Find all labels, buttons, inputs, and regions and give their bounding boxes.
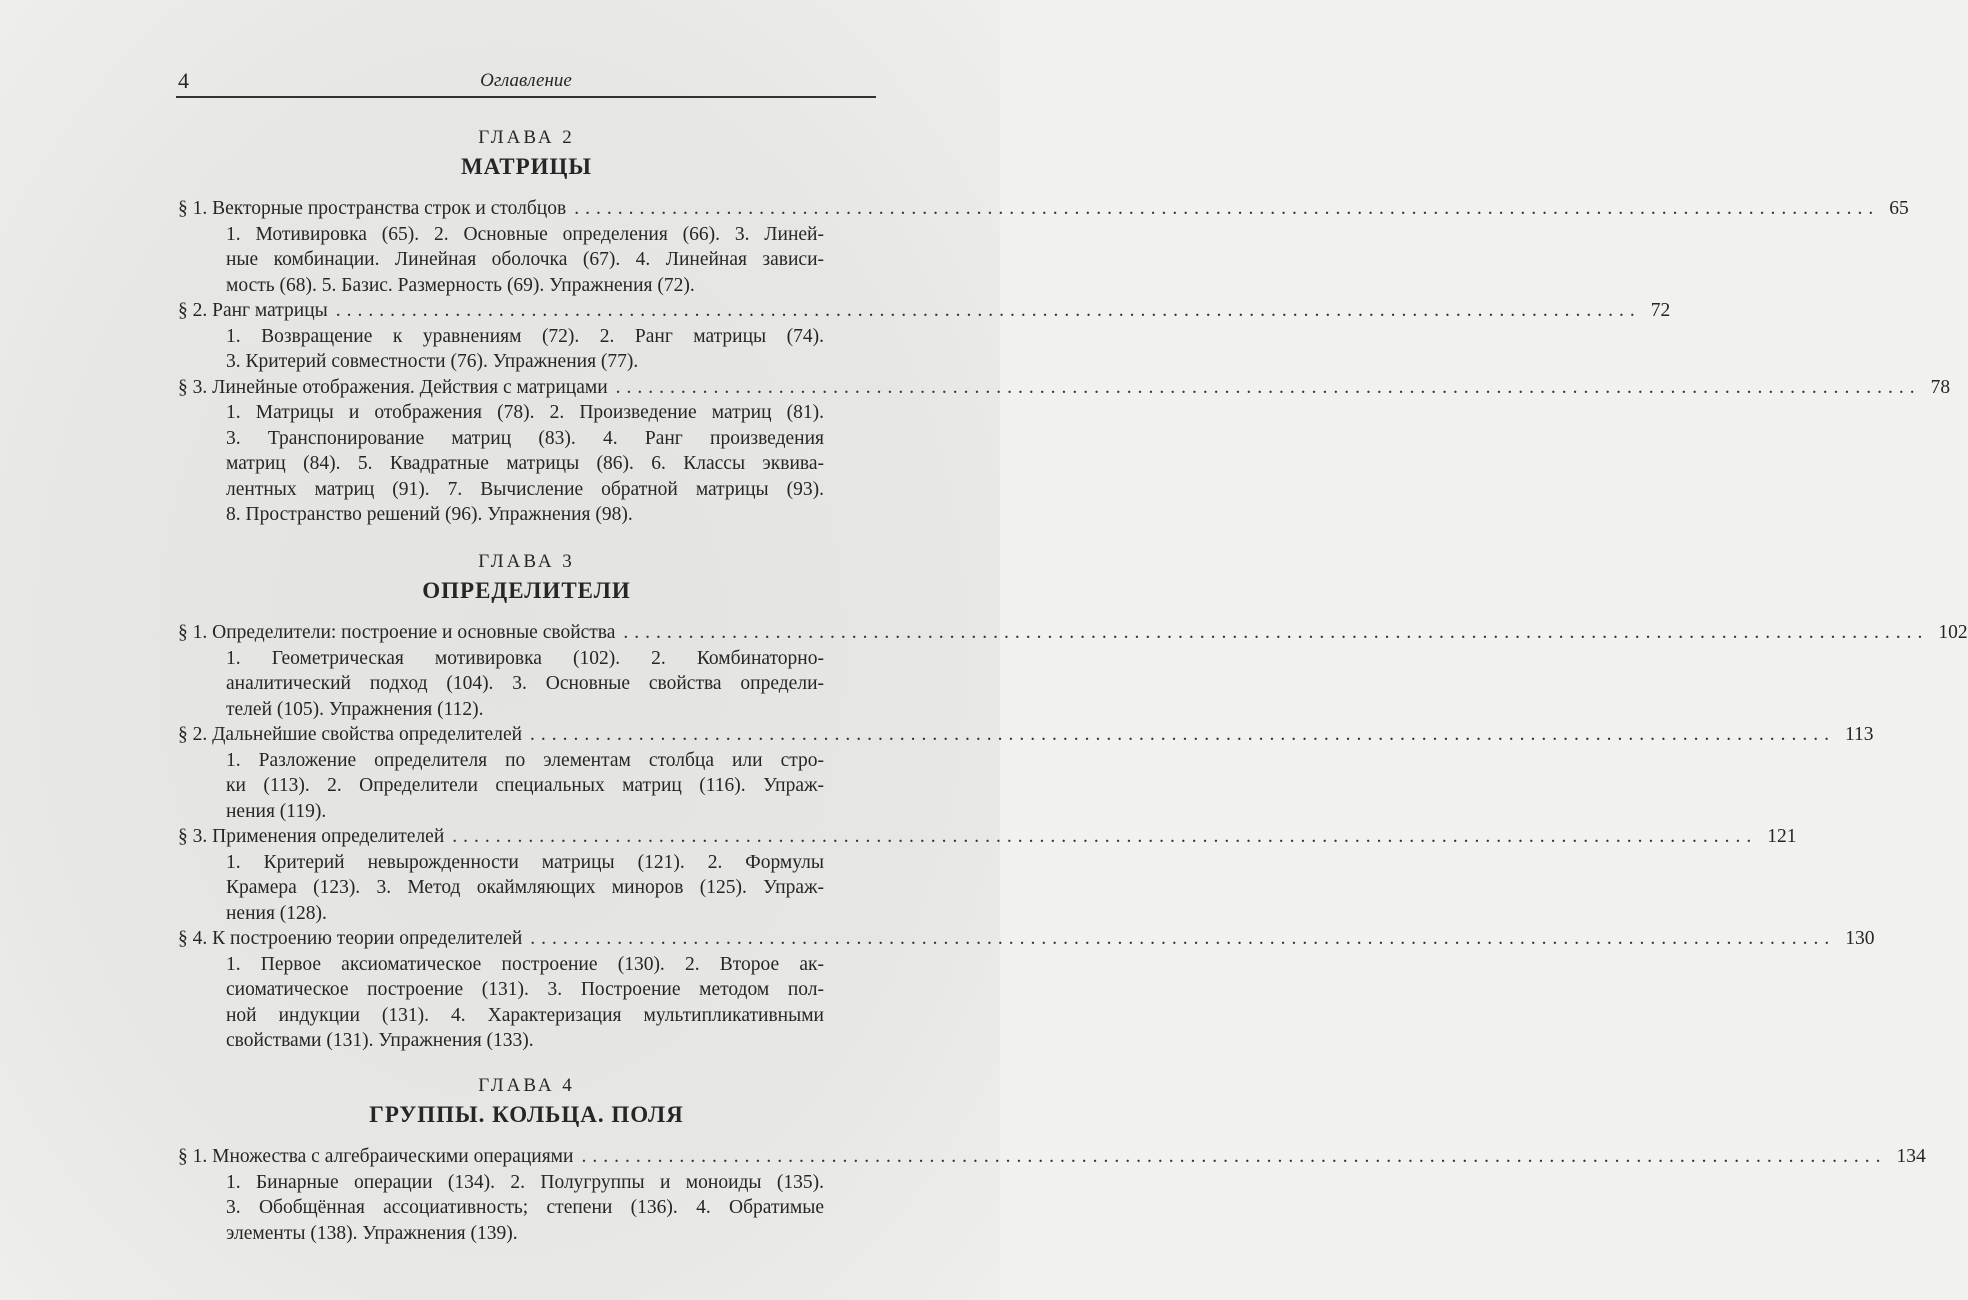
subsection-list — [226, 748, 824, 825]
subsection-text-line: 1. Критерий невырожденности матрицы (121). 2. Формулы — [226, 851, 824, 873]
subsection-text-line: матриц (84). 5. Квадратные матрицы (86). 6. Классы эквива- — [226, 453, 824, 474]
subsection-text-line: элементы (138). Упражнения (139). — [226, 1222, 518, 1244]
subsection-text-line: Крамера (123). 3. Метод окаймляющих миноров (125). Упраж- — [226, 877, 824, 898]
subsection-text-line: ки (113). 2. Определители специальных матриц (116). Упраж- — [226, 775, 824, 796]
toc-section-entry[interactable] — [178, 375, 1951, 401]
subsection-list — [226, 952, 824, 1054]
subsection-text-line: нения (128). — [226, 902, 327, 924]
section-page-number: 130 — [1845, 928, 1875, 949]
section-page-number: 78 — [1930, 376, 1951, 398]
subsection-list — [226, 1170, 824, 1247]
toc-section-entry[interactable] — [178, 196, 1909, 222]
subsection-list — [226, 850, 824, 927]
section-page-number: 65 — [1889, 198, 1909, 219]
subsection-text-line: ные комбинации. Линейная оболочка (67). 4. Линейная зависи- — [226, 249, 824, 270]
dot-leader: ........................................................................................................................ — [615, 376, 1921, 398]
section-title: § 3. Применения определителей — [178, 826, 445, 847]
subsection-text-line: 1. Мотивировка (65). 2. Основные определения (66). 3. Линей- — [226, 223, 824, 245]
section-title: § 2. Дальнейшие свойства определителей — [178, 724, 523, 745]
chapter-label: ГЛАВА 3 — [478, 551, 575, 572]
chapter-3 — [178, 548, 1968, 1054]
subsection-list — [226, 324, 824, 375]
section-page-number: 102 — [1938, 622, 1968, 643]
section-title: § 4. К построению теории определителей — [178, 928, 523, 949]
subsection-text-line: свойствами (131). Упражнения (133). — [226, 1030, 534, 1051]
subsection-text-line: 1. Матрицы и отображения (78). 2. Произведение матриц (81). — [226, 402, 824, 423]
toc-section-entry[interactable] — [178, 824, 1797, 850]
chapter-title: ГРУППЫ. КОЛЬЦА. ПОЛЯ — [369, 1102, 684, 1127]
subsection-text-line: 3. Транспонирование матриц (83). 4. Ранг произведения — [226, 427, 824, 449]
subsection-text-line: аналитический подход (104). 3. Основные свойства определи- — [226, 673, 824, 694]
dot-leader: ........................................................................................................................ — [530, 724, 1836, 745]
section-title: § 1. Векторные пространства строк и столбцов — [178, 198, 567, 219]
dot-leader: ........................................................................................................................ — [574, 198, 1880, 219]
section-page-number: 134 — [1896, 1146, 1926, 1167]
section-title: § 1. Определители: построение и основные свойства — [178, 622, 616, 643]
subsection-list — [226, 222, 824, 299]
subsection-text-line: телей (105). Упражнения (112). — [226, 698, 484, 720]
chapter-4 — [178, 1072, 1926, 1246]
chapter-label: ГЛАВА 4 — [478, 1075, 575, 1096]
chapter-title: ОПРЕДЕЛИТЕЛИ — [422, 578, 631, 603]
subsection-text-line: ной индукции (131). 4. Характеризация мультипликативными — [226, 1004, 824, 1026]
section-page-number: 72 — [1650, 300, 1671, 321]
running-header — [176, 66, 876, 98]
dot-leader: ........................................................................................................................ — [530, 928, 1836, 949]
toc-section-entry[interactable] — [178, 1144, 1926, 1170]
section-page-number: 113 — [1845, 724, 1874, 745]
dot-leader: ........................................................................................................................ — [452, 826, 1758, 847]
subsection-text-line: 1. Разложение определителя по элементам столбца или стро- — [226, 749, 824, 771]
dot-leader: ........................................................................................................................ — [623, 622, 1929, 643]
section-page-number: 121 — [1767, 826, 1797, 847]
chapter-label: ГЛАВА 2 — [478, 127, 575, 148]
page-number: 4 — [178, 68, 189, 93]
subsection-text-line: 1. Первое аксиоматическое построение (130). 2. Второе ак- — [226, 953, 824, 975]
subsection-text-line: 1. Возвращение к уравнениям (72). 2. Ранг матрицы (74). — [226, 325, 824, 347]
toc-section-entry[interactable] — [178, 722, 1874, 748]
subsection-text-line: 1. Бинарные операции (134). 2. Полугруппы и моноиды (135). — [226, 1171, 824, 1193]
dot-leader: ........................................................................................................................ — [335, 300, 1641, 321]
toc-section-entry[interactable] — [178, 298, 1671, 324]
subsection-text-line: 8. Пространство решений (96). Упражнения (98). — [226, 504, 633, 525]
chapter-2 — [178, 124, 1951, 528]
subsection-text-line: нения (119). — [226, 800, 327, 822]
toc-section-entry[interactable] — [178, 620, 1968, 646]
subsection-list — [226, 646, 824, 723]
subsection-list — [226, 400, 824, 528]
subsection-text-line: сиоматическое построение (131). 3. Построение методом пол- — [226, 979, 824, 1000]
section-title: § 1. Множества с алгебраическими операциями — [178, 1146, 574, 1167]
subsection-text-line: 3. Обобщённая ассоциативность; степени (136). 4. Обратимые — [226, 1197, 824, 1218]
subsection-text-line: мость (68). 5. Базис. Размерность (69). Упражнения (72). — [226, 274, 695, 296]
subsection-text-line: 1. Геометрическая мотивировка (102). 2. Комбинаторно- — [226, 647, 824, 669]
subsection-text-line: лентных матриц (91). 7. Вычисление обратной матрицы (93). — [226, 478, 824, 500]
section-title: § 3. Линейные отображения. Действия с матрицами — [178, 376, 608, 398]
dot-leader: ........................................................................................................................ — [581, 1146, 1887, 1167]
section-title: § 2. Ранг матрицы — [178, 300, 328, 321]
toc-section-entry[interactable] — [178, 926, 1875, 952]
chapter-title: МАТРИЦЫ — [460, 154, 593, 179]
subsection-text-line: 3. Критерий совместности (76). Упражнения (77). — [226, 351, 639, 372]
running-title: Оглавление — [480, 70, 572, 91]
